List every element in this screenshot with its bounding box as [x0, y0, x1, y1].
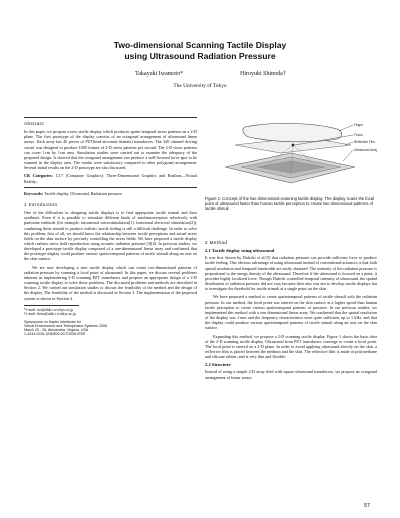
keywords-text: Tactile display, Ultrasound, Radiation pressure — [44, 190, 122, 196]
cr-text: I.3.7 [Computer Graphics]: Three-Dimensional Graphics and Realism—Virtual Reality; — [24, 173, 197, 184]
figure-1-illustration — [205, 115, 377, 190]
ultrasound-array-icon — [225, 153, 355, 183]
paper-title — [40, 40, 360, 62]
conference-line-1: Symposium on Haptic Interfaces for — [24, 319, 81, 324]
keywords — [24, 191, 197, 196]
cr-label: CR Categories: — [24, 173, 53, 179]
subsection-2-1-heading: 2.1 Tactile display using ultrasound — [205, 248, 275, 254]
intro-heading: 1 Introduction — [24, 201, 58, 207]
title-line-2: using Ultrasound Radiation Pressure — [124, 51, 276, 61]
conference-info — [24, 320, 197, 337]
figure-1-caption: Figure 1: Concept of the two dimensional scanning tactile display. The display scans the focal point of ultrasound faster than human tactile perception to create two dimensional patterns of tactile stimuli. — [205, 196, 374, 211]
abstract-top-rule — [24, 117, 197, 118]
method-paragraph-1: It was first shown by Dalecki et al.[5] that radiation pressure can provide sufficient force to produce tactile feeling. One obvious advantage of using ultrasound instead of conventional actuators is that both spatial resolution and temporal bandwidth are easily obtained. The intensity of the radiation pressure is proportional to the energy density of the ultrasound. Therefore if the ultrasound is focused on a point, it provides highly localized force. Though Dalecki controlled temporal intensity of ultrasound, the spatial distribution of radiation pressure did not vary because their aim was not to develop tactile displays but to investigate the threshold for tactile stimuli at a single point on the skin. — [205, 255, 377, 292]
finger-icon — [243, 123, 342, 141]
method-heading: 2 Method — [205, 240, 228, 245]
conference-line-4: 1-4244-0226-3/06/$20.00 ©2006 IEEE — [24, 332, 86, 337]
keywords-label: Keywords: — [24, 190, 44, 196]
abstract-text: In this paper, we propose a new tactile display which produces spatio-temporal stress patterns on a 2-D plane. The first prototype of the display consists of an octagonal arrangement of ultrasound linear arrays. Each array has 40 pieces of PZT(lead zirconate titanate) transducers. The 320 channel driving circuit was designed to produce 1000 frames of 2-D stress patterns per second. The 2-D stress patterns can cover 1cm by 1cm area. Simulation studies were carried out to examine the adequacy of the proposed design. It showed that the octagonal arrangement can produce a well-focused force spot to be scanned in the display area. The results were satisfactory compared to other polygonal arrangement. Several initial results on the 2-D prototype are also discussed. — [24, 129, 197, 171]
title-line-1: Two-dimensional Scanning Tactile Display — [113, 40, 287, 50]
right-column — [205, 240, 377, 383]
abstract-heading: Abstract — [24, 121, 45, 126]
method-paragraph-4: Instead of using a simple 2-D array tiled with square ultrasound transducers, we propose an octagonal arrangement of linear arrays — [205, 369, 377, 380]
footnote-1: *e-mail: iwa@alab.t.u-tokyo.ac.jp — [24, 307, 74, 312]
page-number: 57 — [364, 503, 370, 509]
label-focus: Focus — [354, 133, 363, 137]
author-shinoda: Hiroyuki Shinoda† — [240, 71, 286, 77]
authors — [40, 71, 360, 81]
footnote-rule — [24, 305, 79, 306]
footnote-2: †e-mail: shino@alab.t.u-tokyo.ac.jp — [24, 312, 76, 317]
intro-paragraph-1: One of the difficulties in designing tactile displays is to find appropriate tactile stimuli and their synthesis. Even if it is possible to stimulate different kinds of mechanoreceptors selectively with particular methods (for example, intraneural microstimulation[1], functional electrical stimulation[2]), combining these stimuli to produce realistic tactile feeling is still a difficult challenge. In order to solve this problem, first of all, we should know the relationship between tactile perceptions and actual stress fields on the skin surface by precisely controlling the stress fields. We have proposed a tactile display which realizes stress field reproduction using acoustic radiation pressure [3][4]. In previous studies, we developed a prototype tactile display composed of a one-dimensional linear array and confirmed that the prototype display could produce various spatio-temporal patterns of tactile stimuli along an axis on the skin surface. — [24, 210, 197, 262]
conference-line-2: Virtual Environment and Teleoperator Systems 2006 — [24, 323, 107, 328]
cr-categories — [24, 173, 197, 183]
method-paragraph-2: We have proposed a method to create spatiotemporal patterns of tactile stimuli with the radiation pressure. In our method, the focal point was steered on the skin surface at a higher speed than human tactile perception to create various spatiotemporal patterns of pressure. In our previous studies, we implemented this method with a one dimensional linear array. We confirmed that the spatial resolution of the display was 1.mm and the frequency characteristics were quite sufficient, up to 1 kHz, and that the display could produce various spatiotemporal patterns of tactile stimuli along an axis on the skin surface. — [205, 294, 377, 331]
method-paragraph-3: Expanding this method, we propose a 2-D scanning tactile display. Figure 1 shows the basic idea of the 2-D scanning tactile display. Ultrasound from PZT transducers converge to create a focal point. The focal point is steered on a 2-D plane. In order to avoid applying ultrasound directly on the skin, a reflective film is placed between the medium and the skin. The reflective film is made of polyurethane and silicone rubber, and is very thin and flexible. — [205, 333, 377, 360]
author-iwamoto: Takayuki Iwamoto* — [135, 71, 184, 77]
conference-line-3: March 25 - 26, Alexandria, Virginia, USA — [24, 328, 89, 333]
affiliation: The University of Tokyo — [173, 83, 227, 89]
label-finger: Finger — [354, 123, 364, 127]
label-reflective-film: Reflective Film — [354, 140, 375, 144]
subsection-2-2-heading: 2.2 Structure — [205, 362, 231, 368]
figure-1 — [205, 115, 377, 190]
label-ultrasound-array: Ultrasound Array — [354, 148, 377, 152]
intro-paragraph-2: We are now developing a new tactile display which can create two-dimensional patterns of radiation pressure by scanning a focal point of ultrasound. In this paper, we discuss several problems inherent in implementing 2-D scanning PZT transducers and propose an appropriate design of a 2-D scanning tactile display to solve these problems. The discussed problems and methods are described in Section 2. We carried out simulation studies to discuss the feasibility of the method and the design of the display. The feasibility of the method is discussed in Section 3. The implementation of the proposed system is shown in Section 4. — [24, 264, 197, 301]
left-column — [24, 115, 197, 337]
keywords-rule — [24, 187, 197, 188]
footnotes — [24, 308, 197, 317]
